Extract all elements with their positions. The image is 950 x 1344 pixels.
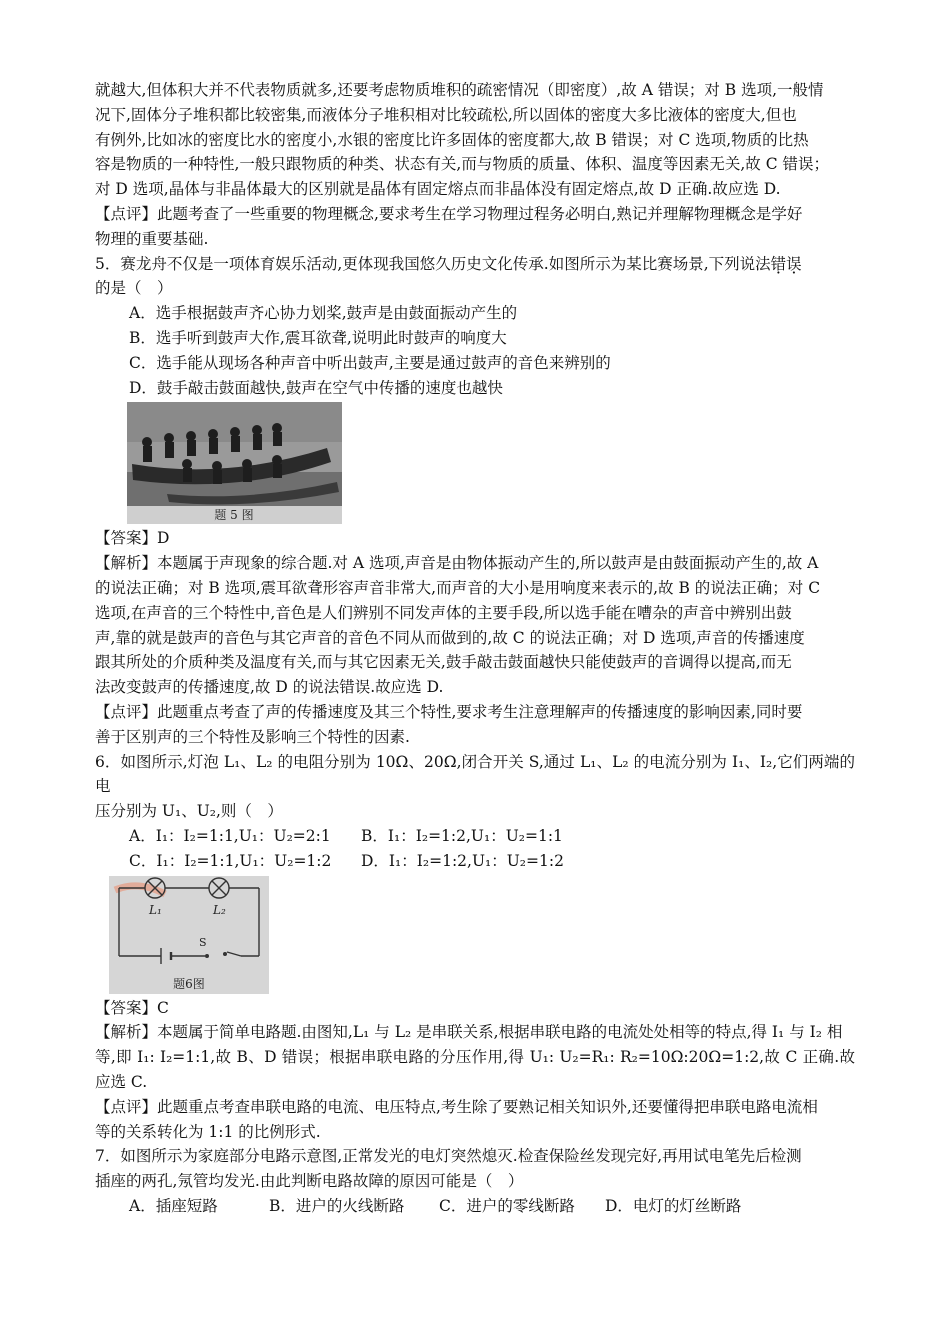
- l1-label: L₁: [149, 902, 162, 917]
- l2-label: L₂: [213, 902, 226, 917]
- q7-stem-line: 插座的两孔,氖管均发光.由此判断电路故障的原因可能是（ ）: [95, 1172, 524, 1191]
- q5-figure: [127, 402, 855, 524]
- q4-comment-line: 【点评】此题考查了一些重要的物理概念,要求考生在学习物理过程务必明白,熟记并理解物理概念是学好: [95, 204, 803, 223]
- q5-option-b: B．选手听到鼓声大作,震耳欲聋,说明此时鼓声的响度大: [129, 328, 507, 347]
- q7-option-a: A．插座短路: [129, 1196, 218, 1215]
- q4-comment-line: 物理的重要基础.: [95, 229, 209, 248]
- q6-options-row1: [129, 824, 855, 849]
- q5-stem-line2: 的是（ ）: [95, 279, 173, 298]
- q7-stem-line: 7．如图所示为家庭部分电路示意图,正常发光的电灯突然熄灭.检查保险丝发现完好,再用试电笔先后检测: [95, 1147, 802, 1166]
- q6-comment-line: 等的关系转化为 1:1 的比例形式.: [95, 1122, 321, 1141]
- series-circuit-diagram: [109, 876, 269, 994]
- q5-option-a: A．选手根据鼓声齐心协力划桨,鼓声是由鼓面振动产生的: [129, 304, 518, 323]
- q5-figure-caption: 题 5 图: [214, 508, 254, 523]
- q5-stem-text: 5．赛龙舟不仅是一项体育娱乐活动,更体现我国悠久历史文化传承.如图所示为某比赛场景,下列说法: [95, 254, 771, 273]
- q5-option-d: D．鼓手敲击鼓面越快,鼓声在空气中传播的速度也越快: [129, 378, 503, 397]
- q6-stem-line: 压分别为 U₁、U₂,则（ ）: [95, 802, 283, 821]
- q6-options-row2: [129, 849, 855, 874]
- q4-analysis-line: 况下,固体分子堆积都比较密集,而液体分子堆积相对比较疏松,所以固体的密度大多比液体的密度大,但也: [95, 105, 797, 124]
- switch-label: S: [199, 935, 207, 949]
- q7-options-row: [129, 1194, 855, 1219]
- q5-comment-line: 【点评】此题重点考查了声的传播速度及其三个特性,要求考生注意理解声的传播速度的影响因素,同时要: [95, 702, 803, 721]
- q6-option-a: A．I₁：I₂=1:1,U₁：U₂=2:1: [129, 826, 331, 845]
- q7-option-d: D．电灯的灯丝断路: [605, 1196, 742, 1215]
- q5-stem-line1: [95, 252, 855, 277]
- document-page: [95, 78, 855, 1219]
- q6-option-b: B．I₁：I₂=1:2,U₁：U₂=1:1: [361, 826, 563, 845]
- q4-analysis-line: 对 D 选项,晶体与非晶体最大的区别就是晶体有固定熔点而非晶体没有固定熔点,故 D 正确.故应选 D.: [95, 180, 781, 199]
- q5-emphasis-char: 错: [770, 254, 787, 273]
- q6-answer: 【答案】C: [95, 998, 169, 1017]
- q5-answer: 【答案】D: [95, 529, 170, 548]
- q5-analysis-line: 选项,在声音的三个特性中,音色是人们辨别不同发声体的主要手段,所以选手能在嘈杂的声音中辨别出鼓: [95, 603, 792, 622]
- q6-stem-line: 6．如图所示,灯泡 L₁、L₂ 的电阻分别为 10Ω、20Ω,闭合开关 S,通过 L₁、L₂ 的电流分别为 I₁、I₂,它们两端的电: [95, 752, 855, 796]
- q5-analysis-line: 跟其所处的介质种类及温度有关,而与其它因素无关,鼓手敲击鼓面越快只能使鼓声的音调得以提高,而无: [95, 653, 792, 672]
- q6-figure: [109, 876, 855, 994]
- q5-analysis-line: 法改变鼓声的传播速度,故 D 的说法错误.故应选 D.: [95, 678, 444, 697]
- dragon-boat-photo: [127, 402, 342, 524]
- q6-option-d: D．I₁：I₂=1:2,U₁：U₂=1:2: [361, 851, 564, 870]
- q4-analysis-line: 有例外,比如冰的密度比水的密度小,水银的密度比许多固体的密度都大,故 B 错误；对 C 选项,物质的比热: [95, 130, 809, 149]
- q5-analysis-line: 声,靠的就是鼓声的音色与其它声音的音色不同从而做到的,故 C 的说法正确；对 D 选项,声音的传播速度: [95, 628, 805, 647]
- q6-option-c: C．I₁：I₂=1:1,U₁：U₂=1:2: [129, 851, 332, 870]
- q5-analysis-line: 的说法正确；对 B 选项,震耳欲聋形容声音非常大,而声音的大小是用响度来表示的,故 B 的说法正确；对 C: [95, 578, 821, 597]
- q5-option-c: C．选手能从现场各种声音中听出鼓声,主要是通过鼓声的音色来辨别的: [129, 353, 611, 372]
- q6-analysis-line: 【解析】本题属于简单电路题.由图知,L₁ 与 L₂ 是串联关系,根据串联电路的电流处处相等的特点,得 I₁ 与 I₂ 相: [95, 1023, 843, 1042]
- q5-comment-line: 善于区别声的三个特性及影响三个特性的因素.: [95, 727, 410, 746]
- q6-analysis-line: 等,即 I₁: I₂=1:1,故 B、D 错误；根据串联电路的分压作用,得 U₁: U₂=R₁: R₂=10Ω:20Ω=1:2,故 C 正确.故应选 C.: [95, 1048, 855, 1091]
- q6-comment-line: 【点评】此题重点考查串联电路的电流、电压特点,考生除了要熟记相关知识外,还要懂得把串联电路电流相: [95, 1097, 818, 1116]
- q6-figure-caption: 题6图: [173, 976, 205, 991]
- q5-emphasis-char: 误: [786, 254, 802, 273]
- q7-option-c: C．进户的零线断路: [439, 1196, 575, 1215]
- q4-analysis-line: 就越大,但体积大并不代表物质就多,还要考虑物质堆积的疏密情况（即密度）,故 A 错误；对 B 选项,一般情: [95, 81, 824, 99]
- q4-analysis-line: 容是物质的一种特性,一般只跟物质的种类、状态有关,而与物质的质量、体积、温度等因素无关,故 C 错误；: [95, 155, 829, 174]
- q7-option-b: B．进户的火线断路: [269, 1196, 405, 1215]
- q5-analysis-line: 【解析】本题属于声现象的综合题.对 A 选项,声音是由物体振动产生的,所以鼓声是由鼓面振动产生的,故 A: [95, 554, 819, 573]
